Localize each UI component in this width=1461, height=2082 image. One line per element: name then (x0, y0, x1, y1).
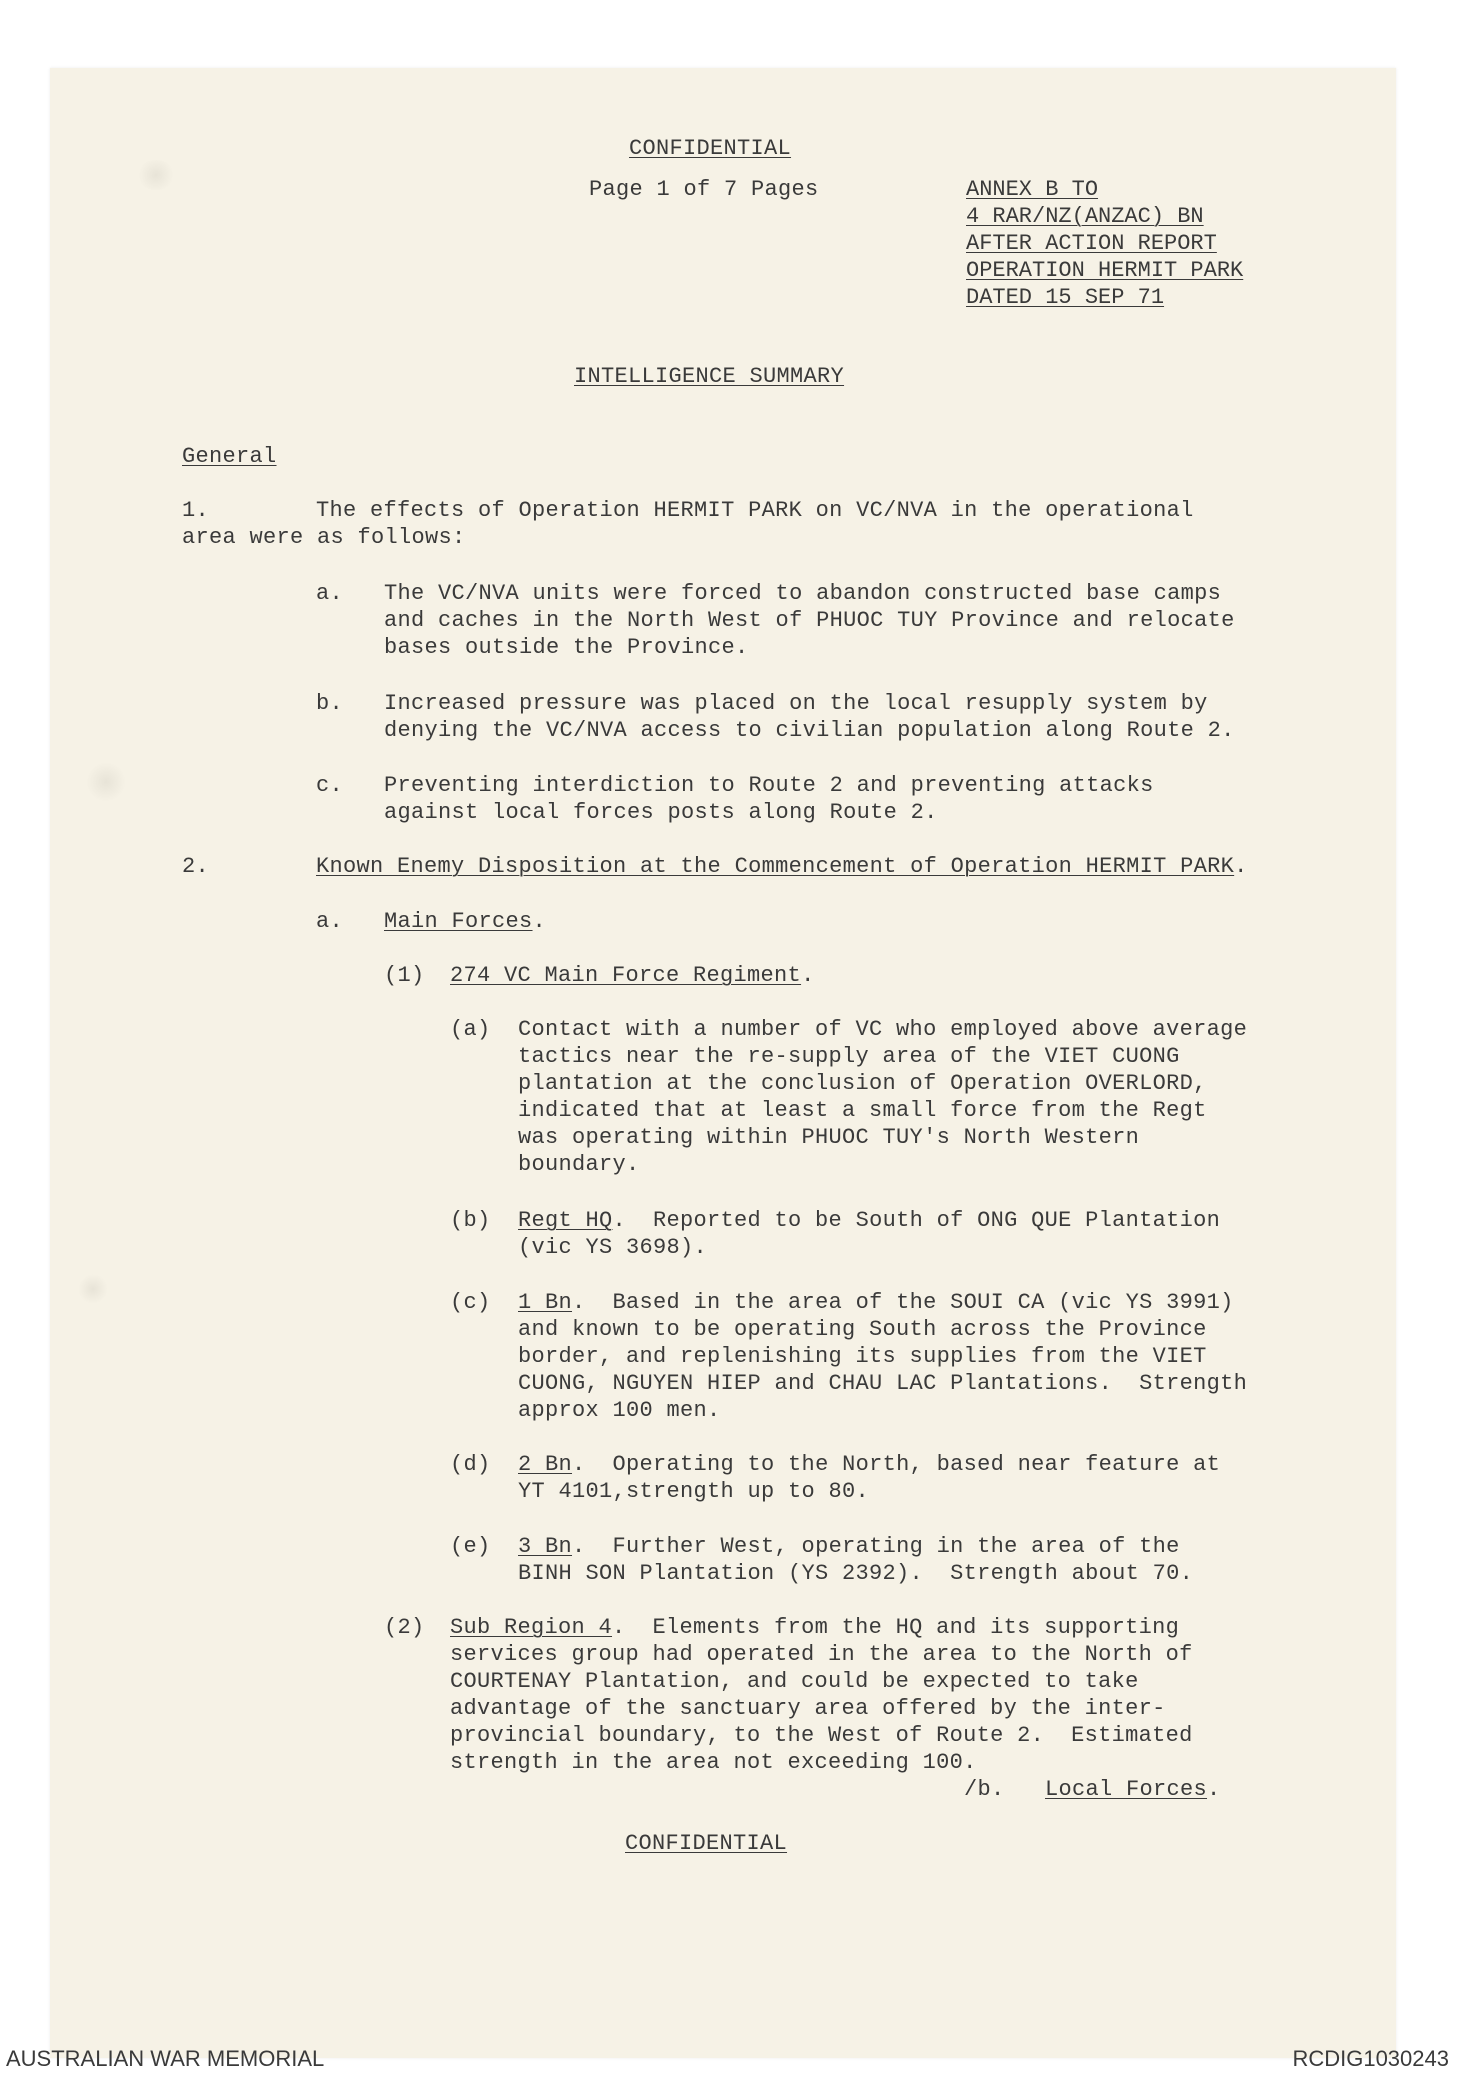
subitem-label: (c) (450, 1290, 491, 1315)
item-label: (1) (384, 963, 425, 988)
subitem-text: 3 Bn. Further West, operating in the area of the (518, 1534, 1180, 1559)
sub-heading: Main Forces. (384, 909, 547, 934)
subitem-label: (d) (450, 1452, 491, 1477)
annex-line: AFTER ACTION REPORT (966, 231, 1217, 256)
subitem-label: (a) (450, 1017, 491, 1042)
subitem-text: YT 4101,strength up to 80. (518, 1479, 870, 1504)
annex-line: 4 RAR/NZ(ANZAC) BN (966, 204, 1204, 229)
item-rest: Elements from the HQ and its supporting (652, 1615, 1180, 1640)
subitem-text: BINH SON Plantation (YS 2392). Strength about 70. (518, 1561, 1194, 1586)
footer-left: AUSTRALIAN WAR MEMORIAL (6, 2046, 325, 2071)
document-title: INTELLIGENCE SUMMARY (574, 364, 845, 389)
subitem-text: 1 Bn. Based in the area of the SOUI CA (vic YS 3991) (518, 1290, 1234, 1315)
subitem-text: and known to be operating South across the Province (518, 1317, 1207, 1342)
item-text: advantage of the sanctuary area offered by the inter- (450, 1696, 1166, 1721)
sub-heading: 274 VC Main Force Regiment. (450, 963, 815, 988)
subitem-rest: Operating to the North, based near feature at (612, 1452, 1221, 1477)
item-text: Preventing interdiction to Route 2 and preventing attacks (384, 773, 1154, 798)
subitem-text: tactics near the re-supply area of the VIET CUONG (518, 1044, 1180, 1069)
item-text: against local forces posts along Route 2. (384, 800, 938, 825)
para-text: area were as follows: (182, 525, 466, 550)
subitem-label: (b) (450, 1208, 491, 1233)
subitem-text: border, and replenishing its supplies from the VIET (518, 1344, 1207, 1369)
paper-blemish (78, 1274, 108, 1304)
item-text: Increased pressure was placed on the local resupply system by (384, 691, 1208, 716)
section-heading-general: General (182, 444, 277, 469)
subitem-head: 3 Bn (518, 1534, 573, 1559)
subitem-text: approx 100 men. (518, 1398, 721, 1423)
item-text: bases outside the Province. (384, 635, 749, 660)
item-label: a. (316, 581, 344, 606)
classification-bottom: CONFIDENTIAL (625, 1831, 788, 1856)
sub-heading-text: Main Forces (384, 909, 533, 934)
item-text: The VC/NVA units were forced to abandon constructed base camps (384, 581, 1222, 606)
page-label: Page 1 of 7 Pages (589, 177, 819, 202)
para-number: 2. (182, 854, 210, 879)
paper-blemish (136, 160, 176, 190)
subitem-text: 2 Bn. Operating to the North, based near feature at (518, 1452, 1221, 1477)
item-label: c. (316, 773, 344, 798)
para-text: The effects of Operation HERMIT PARK on VC/NVA in the operational (316, 498, 1194, 523)
item-text: strength in the area not exceeding 100. (450, 1750, 977, 1775)
subitem-head: 2 Bn (518, 1452, 573, 1477)
subitem-text: plantation at the conclusion of Operation OVERLORD, (518, 1071, 1207, 1096)
item-text: services group had operated in the area to the North of (450, 1642, 1193, 1667)
subitem-text: indicated that at least a small force from the Regt (518, 1098, 1207, 1123)
continuation-prefix: /b. (964, 1777, 1005, 1802)
subitem-text: (vic YS 3698). (518, 1235, 708, 1260)
para-heading: Known Enemy Disposition at the Commencement of Operation HERMIT PARK. (316, 854, 1248, 879)
subitem-text: boundary. (518, 1152, 640, 1177)
annex-line: ANNEX B TO (966, 177, 1099, 202)
annex-line: OPERATION HERMIT PARK (966, 258, 1244, 283)
subitem-head: Regt HQ (518, 1208, 613, 1233)
item-head: Sub Region 4 (450, 1615, 613, 1640)
footer-right: RCDIG1030243 (1292, 2046, 1449, 2071)
subitem-label: (e) (450, 1534, 491, 1559)
subitem-rest: Further West, operating in the area of the (612, 1534, 1180, 1559)
item-text: COURTENAY Plantation, and could be expected to take (450, 1669, 1139, 1694)
item-text: denying the VC/NVA access to civilian population along Route 2. (384, 718, 1235, 743)
item-label: a. (316, 909, 344, 934)
item-text: and caches in the North West of PHUOC TUY Province and relocate (384, 608, 1235, 633)
para-heading-text: Known Enemy Disposition at the Commencement of Operation HERMIT PARK (316, 854, 1235, 879)
continuation-text: Local Forces. (1045, 1777, 1221, 1802)
item-label: b. (316, 691, 344, 716)
continuation-heading: Local Forces (1045, 1777, 1208, 1802)
subitem-rest: Based in the area of the SOUI CA (vic YS 3991) (612, 1290, 1234, 1315)
subitem-head: 1 Bn (518, 1290, 573, 1315)
subitem-text: Regt HQ. Reported to be South of ONG QUE Plantation (518, 1208, 1221, 1233)
annex-line: DATED 15 SEP 71 (966, 285, 1165, 310)
sub-heading-text: 274 VC Main Force Regiment (450, 963, 802, 988)
item-text: provincial boundary, to the West of Route 2. Estimated (450, 1723, 1193, 1748)
item-text: Sub Region 4. Elements from the HQ and its supporting (450, 1615, 1180, 1640)
item-label: (2) (384, 1615, 425, 1640)
para-number: 1. (182, 498, 210, 523)
paper-blemish (86, 762, 126, 802)
subitem-rest: Reported to be South of ONG QUE Plantation (653, 1208, 1221, 1233)
subitem-text: was operating within PHUOC TUY's North Western (518, 1125, 1140, 1150)
subitem-text: Contact with a number of VC who employed above average (518, 1017, 1248, 1042)
classification-top: CONFIDENTIAL (629, 136, 792, 161)
annex-block (966, 176, 1243, 311)
subitem-text: CUONG, NGUYEN HIEP and CHAU LAC Plantations. Strength (518, 1371, 1248, 1396)
